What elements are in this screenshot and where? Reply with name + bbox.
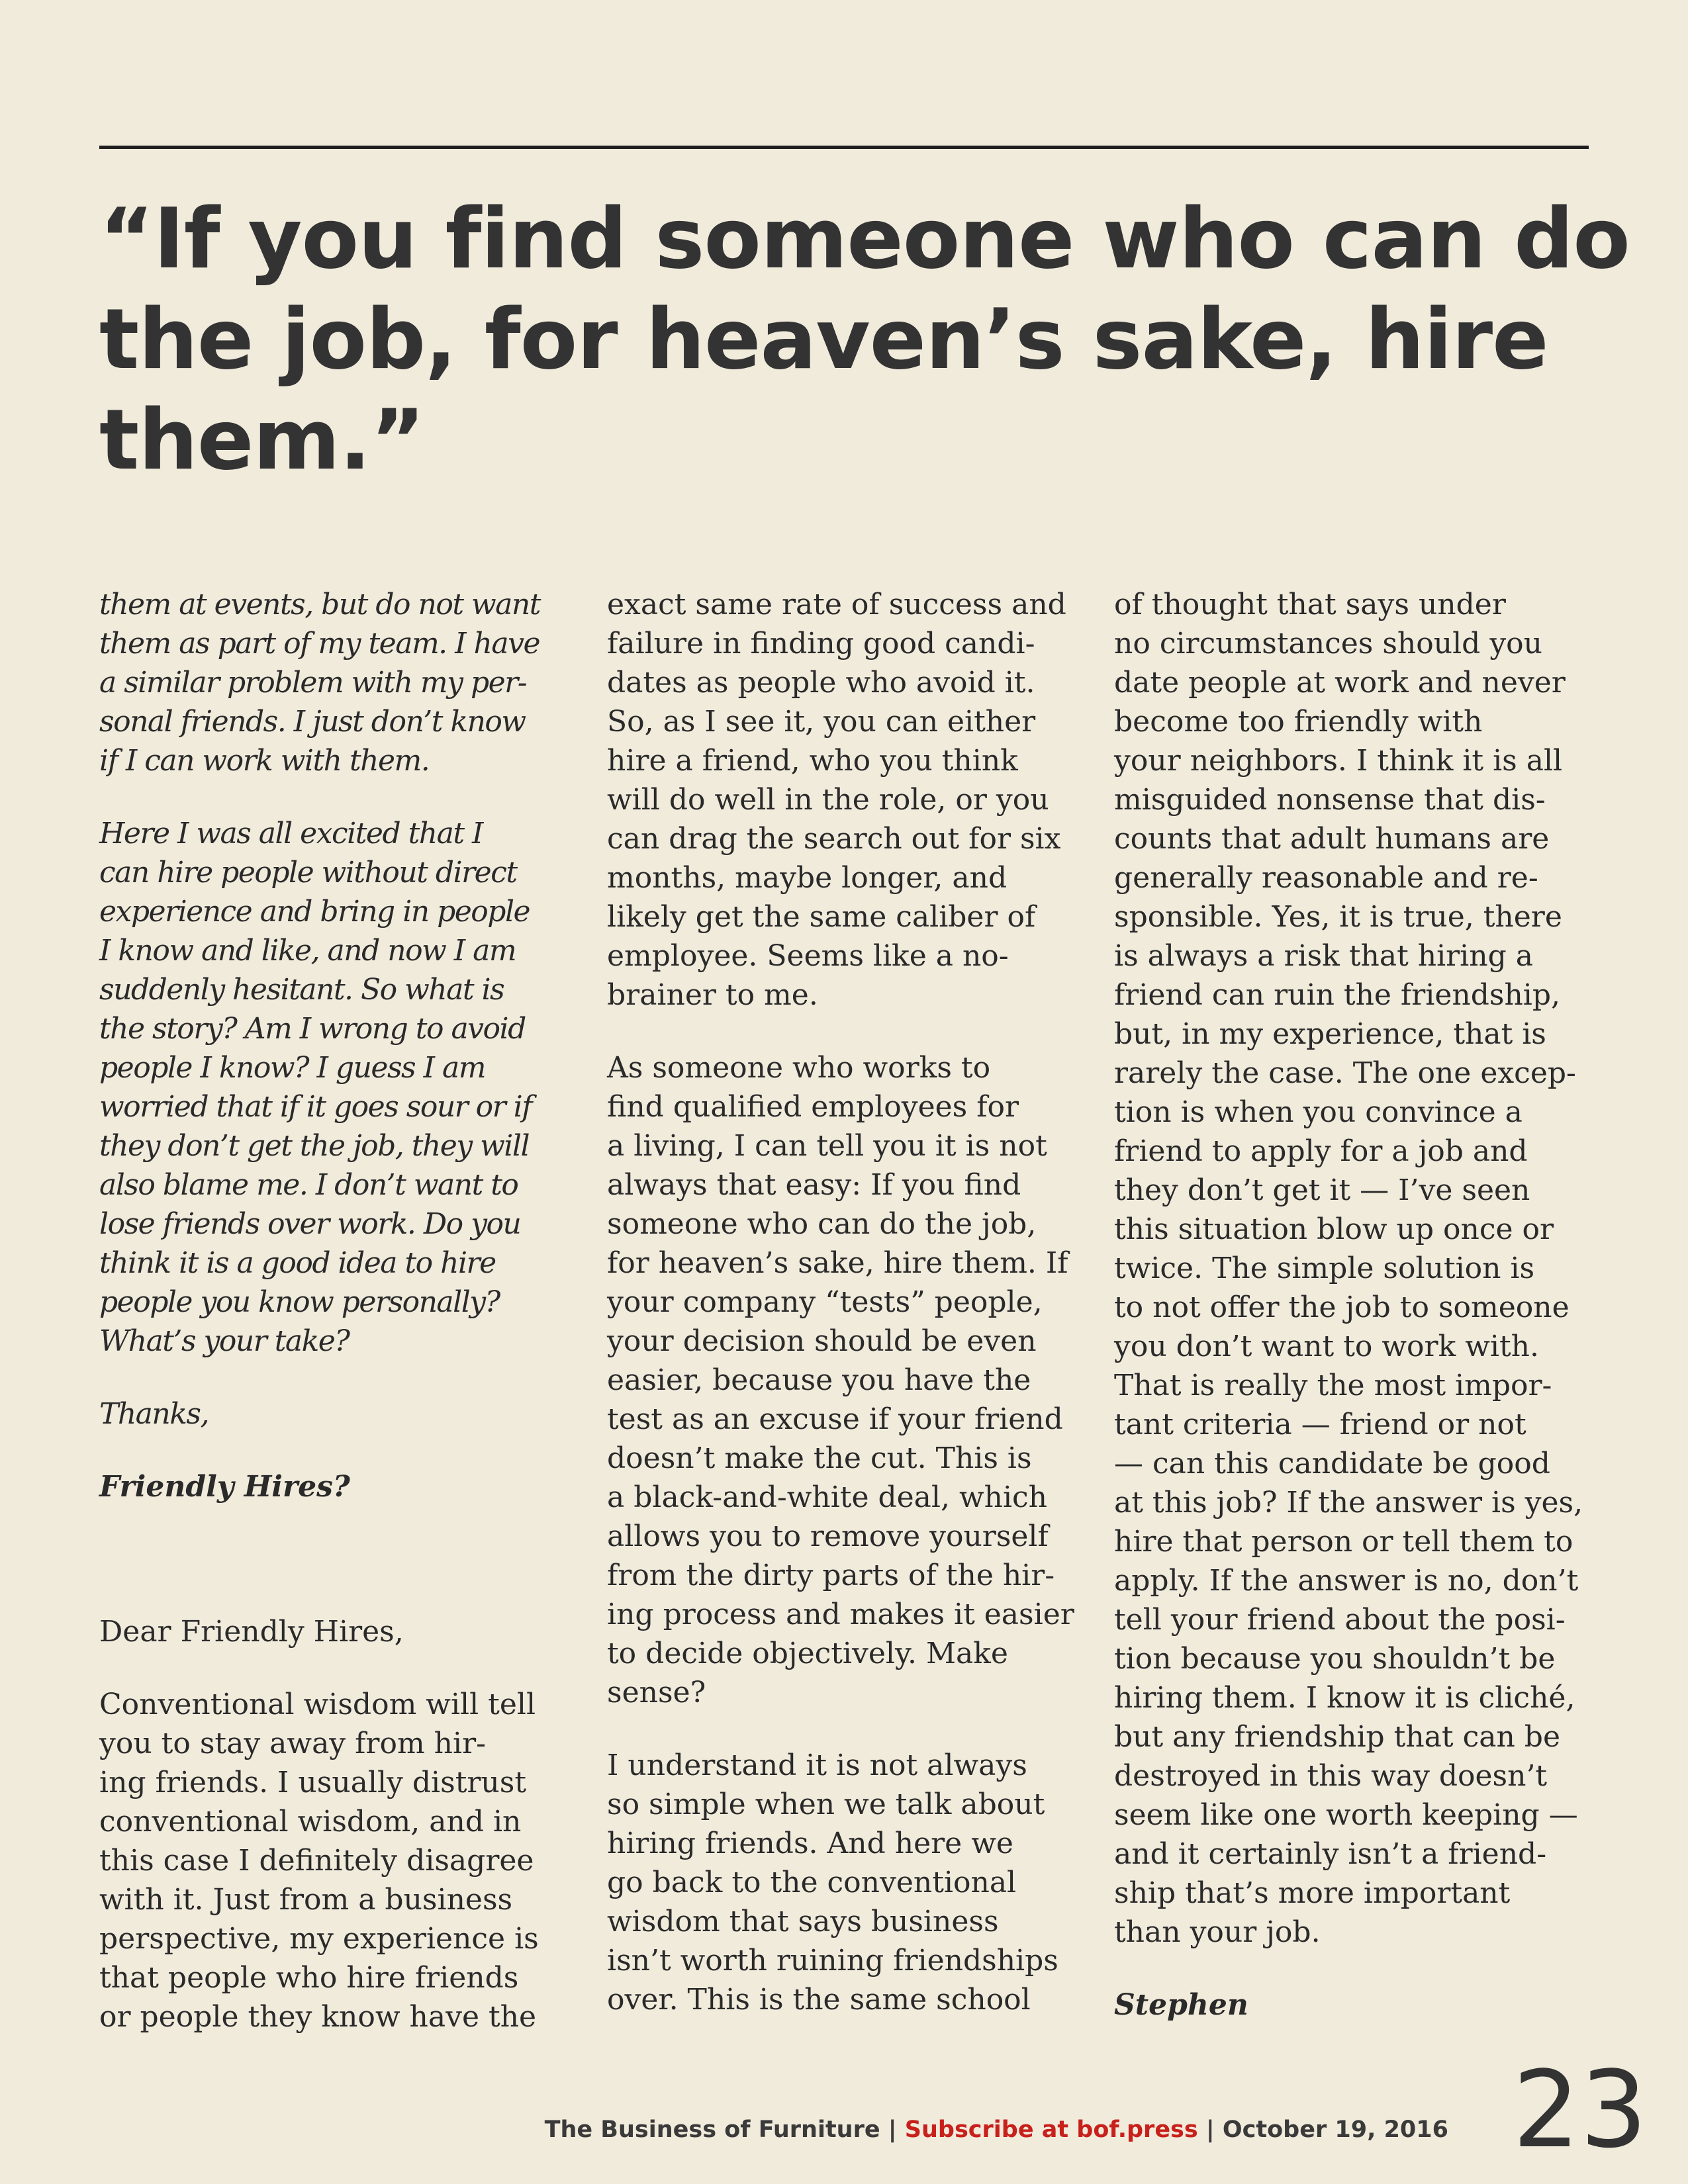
- text-line: your decision should be even: [607, 1324, 1037, 1358]
- text-line: your company “tests” people,: [607, 1285, 1043, 1319]
- text-line: twice. The simple solution is: [1114, 1251, 1535, 1285]
- text-line: so simple when we talk about: [607, 1788, 1045, 1821]
- text-line: hiring them. I know it is cliché,: [1114, 1681, 1575, 1715]
- text-line: months, maybe longer, and: [607, 861, 1008, 895]
- text-line: is always a risk that hiring a: [1114, 939, 1533, 973]
- text-line: Conventional wisdom will tell: [99, 1688, 536, 1721]
- text-line: people you know personally?: [99, 1285, 500, 1319]
- reply-signature: Stephen: [1114, 1988, 1248, 2022]
- text-line: for heaven’s sake, hire them. If: [607, 1246, 1068, 1280]
- text-line: perspective, my experience is: [99, 1922, 539, 1956]
- text-line: them at events, but do not want: [99, 588, 540, 621]
- text-line: counts that adult humans are: [1114, 822, 1550, 856]
- reply-paragraph: [607, 1048, 1074, 1712]
- text-line: wisdom that says business: [607, 1905, 999, 1938]
- text-line: dates as people who avoid it.: [607, 666, 1035, 700]
- text-line: brainer to me.: [607, 978, 818, 1012]
- text-line: think it is a good idea to hire: [99, 1246, 496, 1280]
- text-line: I understand it is not always: [607, 1749, 1027, 1782]
- text-line: to decide objectively. Make: [607, 1637, 1008, 1670]
- text-line: lose friends over work. Do you: [99, 1207, 521, 1241]
- publication-name: The Business of Furniture: [544, 2116, 880, 2143]
- text-line: a similar problem with my per-: [99, 666, 527, 700]
- text-line: but, in my experience, that is: [1114, 1017, 1546, 1051]
- text-line: worried that if it goes sour or if: [99, 1090, 532, 1124]
- text-line: hiring friends. And here we: [607, 1827, 1013, 1860]
- text-line: As someone who works to: [607, 1051, 991, 1085]
- text-line: people I know? I guess I am: [99, 1051, 485, 1085]
- text-line: test as an excuse if your friend: [607, 1402, 1063, 1436]
- text-line: rarely the case. The one excep-: [1114, 1056, 1576, 1090]
- text-line: over. This is the same school: [607, 1983, 1031, 2017]
- text-line: go back to the conventional: [607, 1866, 1017, 1899]
- top-rule: [99, 146, 1589, 149]
- text-line: a black-and-white deal, which: [607, 1480, 1048, 1514]
- subscribe-link[interactable]: Subscribe at bof.press: [904, 2116, 1198, 2143]
- text-line: doesn’t make the cut. This is: [607, 1441, 1032, 1475]
- text-line: isn’t worth ruining friendships: [607, 1944, 1058, 1978]
- text-line: hire a friend, who you think: [607, 744, 1018, 778]
- text-line: of thought that says under: [1114, 588, 1506, 621]
- pull-quote-line: them.”: [99, 391, 425, 488]
- letter-closing: Thanks,: [99, 1397, 209, 1431]
- pull-quote-line: “If you find someone who can do: [99, 190, 1630, 287]
- footer: [545, 2115, 1448, 2144]
- text-line: that people who hire friends: [99, 1961, 519, 1995]
- text-line: your neighbors. I think it is all: [1114, 744, 1563, 778]
- text-line: they don’t get the job, they will: [99, 1129, 530, 1163]
- text-line: you to stay away from hir-: [99, 1727, 486, 1760]
- reply-paragraph: [99, 1685, 540, 2036]
- text-line: no circumstances should you: [1114, 627, 1543, 660]
- text-line: What’s your take?: [99, 1324, 350, 1358]
- text-line: someone who can do the job,: [607, 1207, 1037, 1241]
- text-line: the story? Am I wrong to avoid: [99, 1012, 526, 1046]
- text-line: this case I definitely disagree: [99, 1844, 534, 1878]
- text-line: or people they know have the: [99, 2000, 537, 2034]
- text-line: with it. Just from a business: [99, 1883, 513, 1917]
- text-line: them as part of my team. I have: [99, 627, 539, 660]
- text-line: conventional wisdom, and in: [99, 1805, 522, 1839]
- text-line: date people at work and never: [1114, 666, 1566, 700]
- column-3: [1114, 585, 1583, 2058]
- text-line: experience and bring in people: [99, 895, 530, 929]
- text-line: friend to apply for a job and: [1114, 1134, 1528, 1168]
- page-number: 23: [1513, 2048, 1648, 2171]
- text-line: and it certainly isn’t a friend-: [1114, 1837, 1547, 1871]
- text-line: seem like one worth keeping —: [1114, 1798, 1578, 1832]
- text-line: destroyed in this way doesn’t: [1114, 1759, 1548, 1793]
- text-line: ing friends. I usually distrust: [99, 1766, 527, 1799]
- text-line: tion is when you convince a: [1114, 1095, 1523, 1129]
- text-line: I know and like, and now I am: [99, 934, 516, 968]
- text-line: this situation blow up once or: [1114, 1212, 1554, 1246]
- issue-date: October 19, 2016: [1222, 2116, 1448, 2143]
- pull-quote: [99, 189, 1630, 490]
- text-line: if I can work with them.: [99, 744, 430, 778]
- reply-paragraph: [607, 585, 1074, 1015]
- text-line: failure in finding good candi-: [607, 627, 1035, 660]
- reply-salutation: Dear Friendly Hires,: [99, 1615, 404, 1649]
- reply-paragraph: [607, 1746, 1074, 2019]
- text-line: So, as I see it, you can either: [607, 705, 1036, 739]
- letter-signature: Friendly Hires?: [99, 1470, 350, 1504]
- text-line: sponsible. Yes, it is true, there: [1114, 900, 1562, 934]
- text-line: but any friendship that can be: [1114, 1720, 1560, 1754]
- text-line: you don’t want to work with.: [1114, 1330, 1539, 1363]
- text-line: friend can ruin the friendship,: [1114, 978, 1561, 1012]
- letter-paragraph: [99, 585, 540, 780]
- text-line: easier, because you have the: [607, 1363, 1031, 1397]
- text-line: generally reasonable and re-: [1114, 861, 1538, 895]
- text-line: apply. If the answer is no, don’t: [1114, 1564, 1579, 1598]
- text-line: become too friendly with: [1114, 705, 1483, 739]
- text-line: allows you to remove yourself: [607, 1520, 1049, 1553]
- text-line: they don’t get it — I’ve seen: [1114, 1173, 1530, 1207]
- letter-paragraph: [99, 814, 540, 1361]
- text-line: That is really the most impor-: [1114, 1369, 1552, 1402]
- text-line: ing process and makes it easier: [607, 1598, 1074, 1631]
- text-line: Here I was all excited that I: [99, 817, 483, 850]
- text-line: a living, I can tell you it is not: [607, 1129, 1047, 1163]
- text-line: at this job? If the answer is yes,: [1114, 1486, 1583, 1520]
- text-line: suddenly hesitant. So what is: [99, 973, 504, 1007]
- text-line: hire that person or tell them to: [1114, 1525, 1573, 1559]
- text-line: can hire people without direct: [99, 856, 517, 889]
- footer-separator: |: [880, 2116, 905, 2143]
- text-line: sense?: [607, 1676, 706, 1709]
- text-line: find qualified employees for: [607, 1090, 1019, 1124]
- text-line: likely get the same caliber of: [607, 900, 1036, 934]
- text-line: from the dirty parts of the hir-: [607, 1559, 1055, 1592]
- text-line: misguided nonsense that dis-: [1114, 783, 1546, 817]
- text-line: employee. Seems like a no-: [607, 939, 1009, 973]
- text-line: ship that’s more important: [1114, 1876, 1511, 1910]
- text-line: will do well in the role, or you: [607, 783, 1049, 817]
- footer-separator: |: [1197, 2116, 1223, 2143]
- reply-paragraph: [1114, 585, 1583, 1952]
- pull-quote-line: the job, for heaven’s sake, hire: [99, 291, 1548, 388]
- text-line: — can this candidate be good: [1114, 1447, 1550, 1480]
- text-line: than your job.: [1114, 1915, 1321, 1949]
- column-2: [607, 585, 1074, 2053]
- text-line: tell your friend about the posi-: [1114, 1603, 1566, 1637]
- column-1: [99, 585, 540, 2070]
- text-line: tion because you shouldn’t be: [1114, 1642, 1556, 1676]
- text-line: always that easy: If you find: [607, 1168, 1021, 1202]
- text-line: can drag the search out for six: [607, 822, 1061, 856]
- text-line: also blame me. I don’t want to: [99, 1168, 518, 1202]
- text-line: sonal friends. I just don’t know: [99, 705, 526, 739]
- text-line: to not offer the job to someone: [1114, 1291, 1570, 1324]
- text-line: tant criteria — friend or not: [1114, 1408, 1526, 1441]
- text-line: exact same rate of success and: [607, 588, 1066, 621]
